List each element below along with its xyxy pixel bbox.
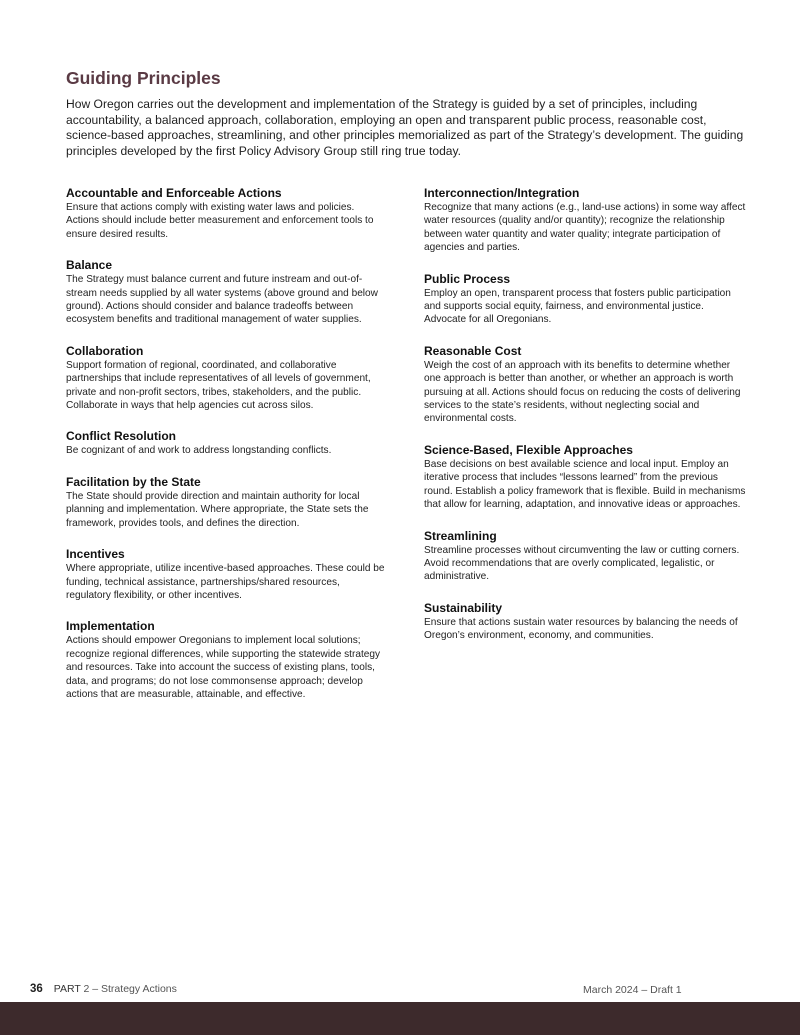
principles-right-column bbox=[424, 186, 746, 660]
principle-heading: Public Process bbox=[424, 271, 511, 286]
principle-description: Ensure that actions comply with existing water laws and policies. Actions should include better measurement and enforcement tools to ensure desired results. bbox=[66, 202, 374, 240]
principle-heading: Accountable and Enforceable Actions bbox=[66, 186, 282, 200]
principle-description: Employ an open, transparent process that fosters public participation and supports social equity, fairness, and environmental justice. Advocate for all Oregonians. bbox=[424, 287, 731, 326]
principle-heading: Reasonable Cost bbox=[424, 343, 522, 358]
principle-conflict-resolution bbox=[66, 429, 386, 457]
footer-section: 2 – Strategy Actions bbox=[83, 983, 177, 995]
principle-description: Support formation of regional, coordinated, and collaborative partnerships that include representatives of all levels of government, private and non-profit sectors, tribes, stakeholders, and the public. Collaborate in ways that help agencies cut across silos. bbox=[66, 359, 371, 412]
principle-heading: Sustainability bbox=[424, 600, 503, 615]
principle-accountable bbox=[66, 186, 386, 241]
principle-collaboration bbox=[66, 344, 386, 413]
principle-incentives bbox=[66, 547, 386, 602]
principle-balance bbox=[66, 258, 386, 327]
footer-part-word: PART bbox=[53, 983, 81, 995]
page-number: 36 bbox=[30, 983, 43, 995]
principle-sustainability bbox=[424, 601, 746, 643]
principle-description: Actions should empower Oregonians to implement local solutions; recognize regional differences, while supporting the statewide strategy and resources. Take into account the success of existing plans, tools, data, and programs; do not lose commonsense approach; develop actions that are measurable, attainable, and effective. bbox=[66, 635, 381, 700]
principle-description: Be cognizant of and work to address longstanding conflicts. bbox=[66, 445, 332, 457]
page-footer bbox=[30, 982, 177, 996]
principle-heading: Collaboration bbox=[66, 343, 144, 358]
principle-description: Where appropriate, utilize incentive-based approaches. These could be funding, technical assistance, partnerships/shared resources, regulatory flexibility, or other incentives. bbox=[66, 563, 385, 601]
principle-description: Streamline processes without circumventing the law or cutting corners. Avoid recommendations that are overly complicated, legalistic, or administrative. bbox=[424, 544, 740, 583]
principle-description: Ensure that actions sustain water resources by balancing the needs of Oregon’s environment, economy, and communities. bbox=[424, 616, 738, 642]
principle-implementation bbox=[66, 619, 386, 701]
principle-heading: Conflict Resolution bbox=[66, 429, 176, 444]
principle-heading: Facilitation by the State bbox=[66, 474, 201, 489]
principle-heading: Balance bbox=[66, 258, 113, 273]
footer-bar bbox=[0, 1002, 800, 1035]
principle-heading: Implementation bbox=[66, 619, 155, 634]
principle-description: The Strategy must balance current and future instream and out-of-stream needs supplied by all water systems (above ground and below ground). Actions should consider and balance tradeoffs between ecosystem benefits and traditional management of water supplies. bbox=[66, 274, 378, 326]
principle-science-based bbox=[424, 443, 746, 512]
principles-left-column bbox=[66, 186, 386, 718]
principle-reasonable-cost bbox=[424, 344, 746, 426]
principle-streamlining bbox=[424, 529, 746, 584]
principle-description: Weigh the cost of an approach with its benefits to determine whether one approach is better than another, or whether an approach is worth pursuing at all. Actions should focus on reducing the costs of delivering services to the state’s residents, without neglecting social and environmental costs. bbox=[424, 359, 741, 425]
principle-heading: Streamlining bbox=[424, 528, 497, 543]
page-title: Guiding Principles bbox=[66, 68, 221, 88]
principle-facilitation bbox=[66, 475, 386, 530]
principle-description: Recognize that many actions (e.g., land-use actions) in some way affect water resources (quality and/or quantity); recognize the relationship between water quantity and water quality; integrate participation of agencies and parties. bbox=[424, 202, 746, 254]
principle-heading: Interconnection/Integration bbox=[424, 186, 580, 200]
principle-description: Base decisions on best available science and local input. Employ an iterative process that includes “lessons learned” from the previous round. Establish a policy framework that is flexible. Build in mechanisms that allow for learning, adaptation, and innovative ideas or approaches. bbox=[424, 458, 746, 511]
principle-heading: Incentives bbox=[66, 547, 125, 562]
principle-heading: Science-Based, Flexible Approaches bbox=[424, 442, 633, 457]
footer-date: March 2024 – Draft 1 bbox=[583, 984, 682, 996]
intro-paragraph: How Oregon carries out the development and implementation of the Strategy is guided by a set of principles, including accountability, a balanced approach, collaboration, employing an open and transparent public process, reasonable cost, science-based approaches, streamlining, and other principles memorialized as part of the Strategy’s development. The guiding principles developed by the first Policy Advisory Group still ring true today. bbox=[66, 97, 744, 158]
principle-interconnection bbox=[424, 186, 746, 255]
principle-public-process bbox=[424, 272, 746, 327]
principle-description: The State should provide direction and maintain authority for local planning and implementation. Where appropriate, the State sets the framework, provides tools, and defines the direction. bbox=[66, 490, 369, 529]
